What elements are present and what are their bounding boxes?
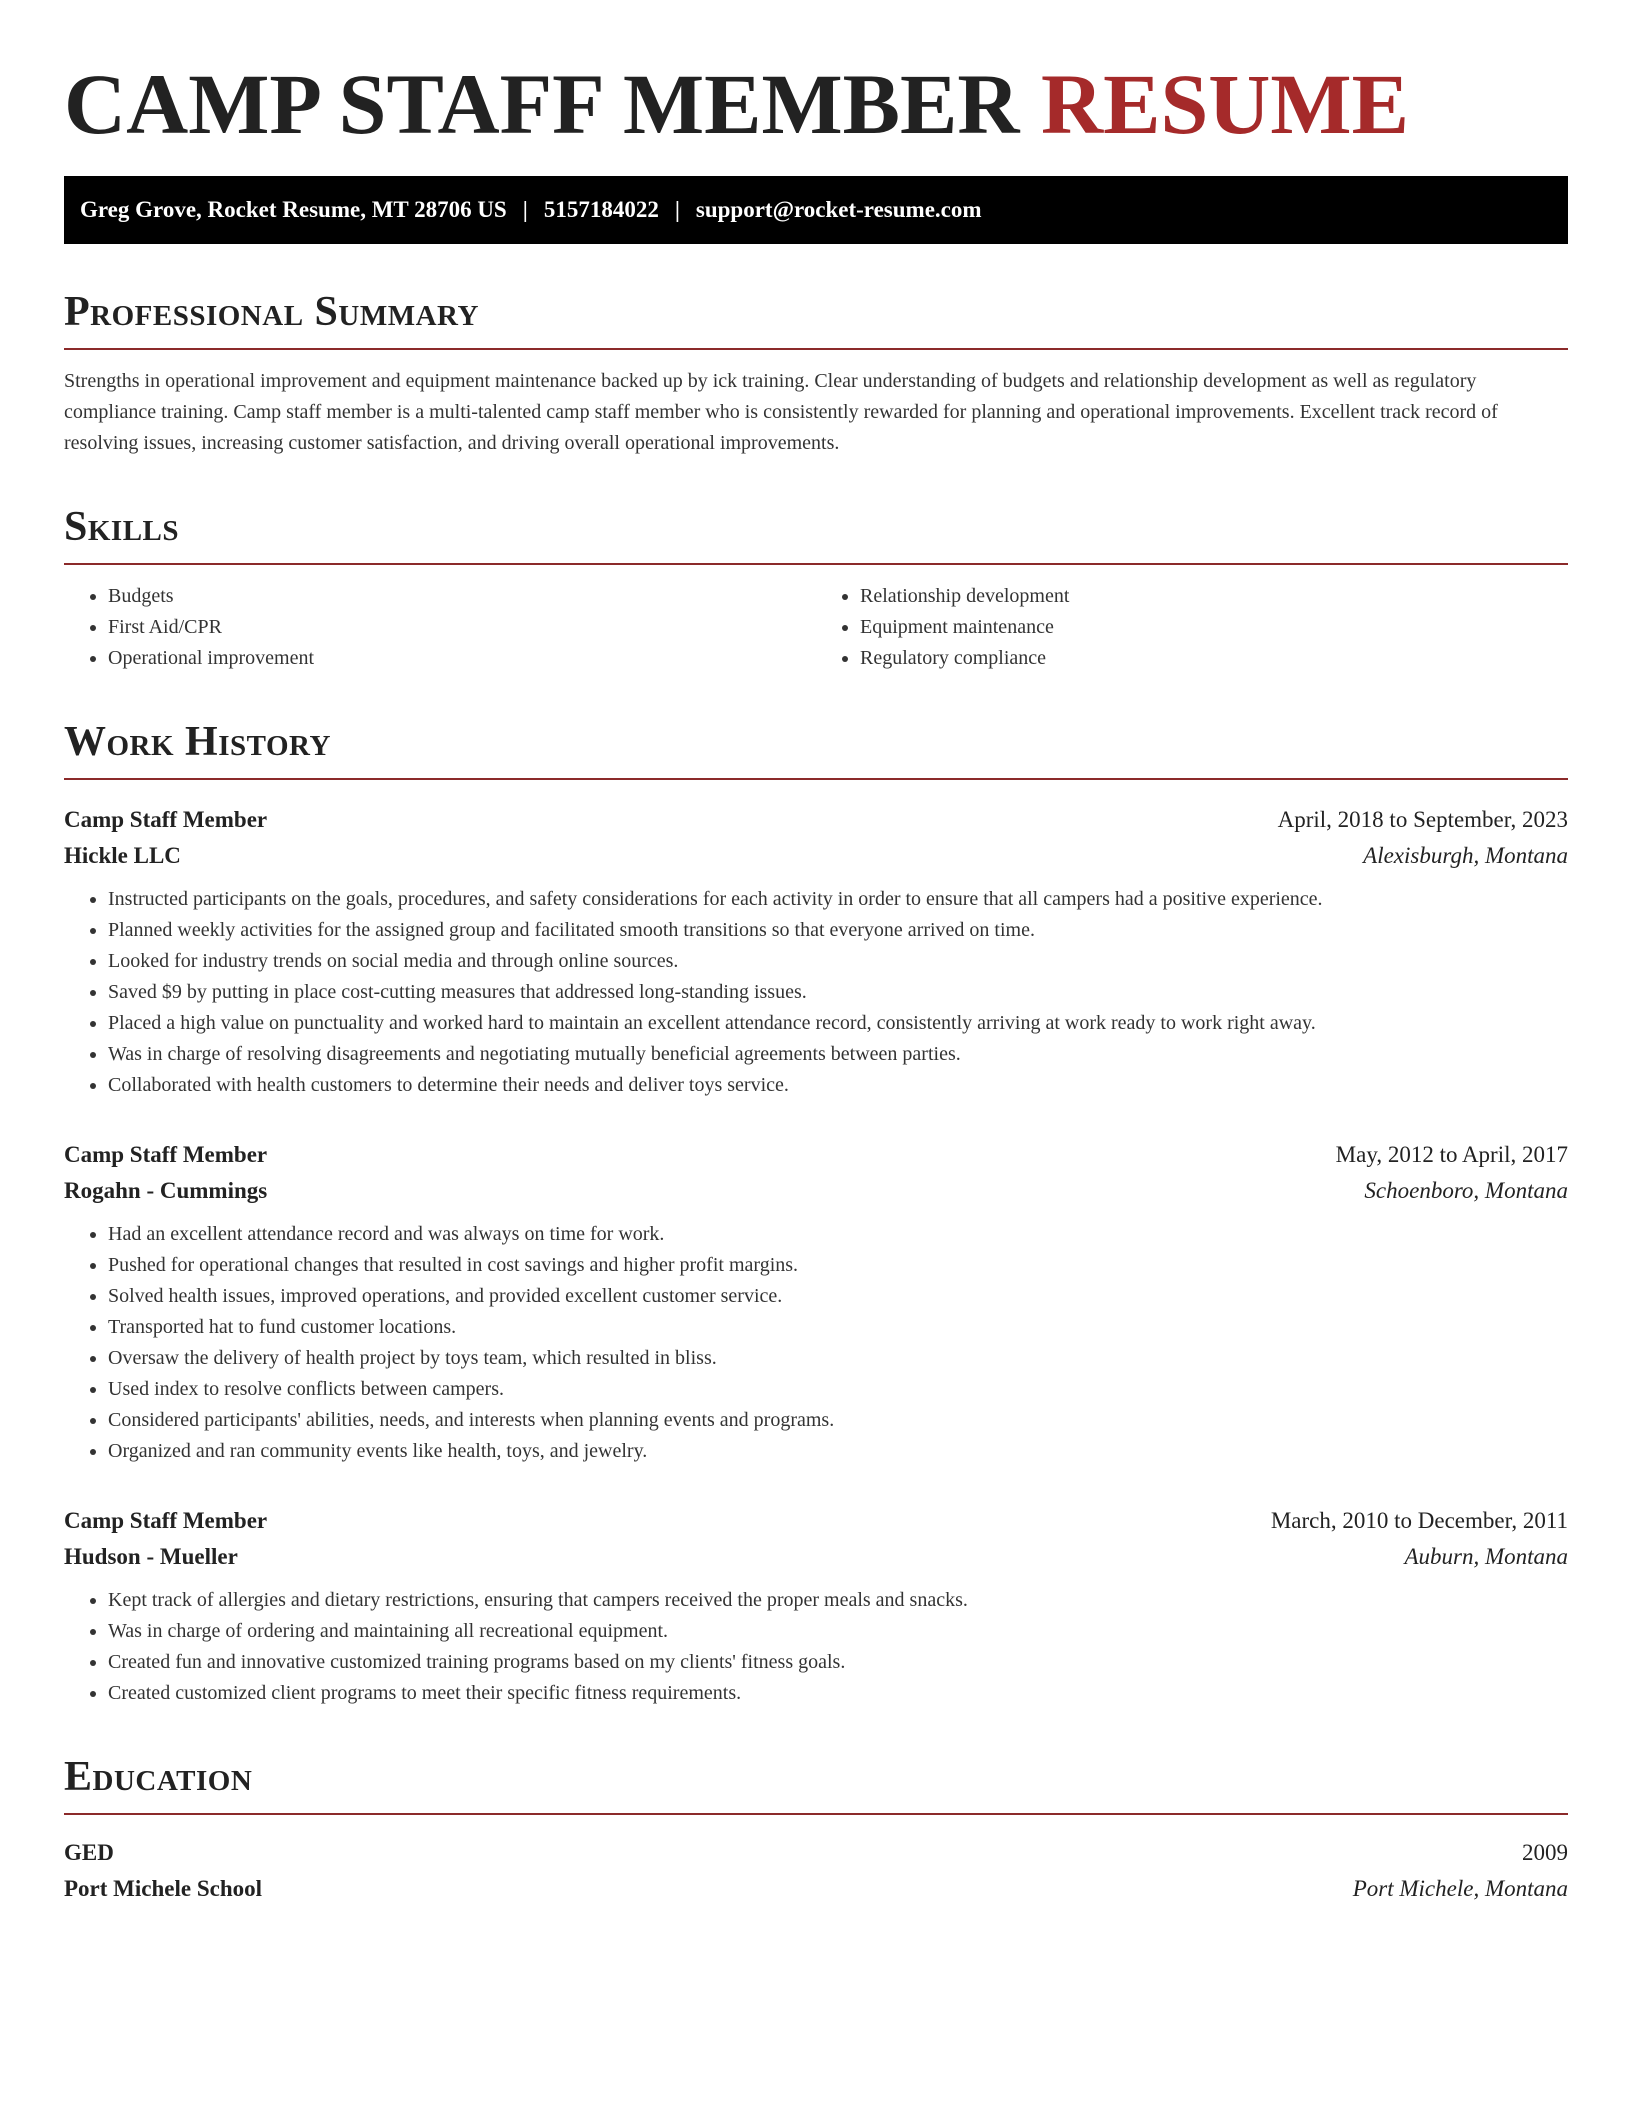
skills-heading: Skills: [64, 503, 1568, 565]
contact-bar: [64, 176, 1568, 244]
job-bullet: • Looked for industry trends on social media and through online sources.: [108, 946, 1568, 977]
education-degree: GED: [64, 1840, 114, 1865]
job-company: Hickle LLC: [64, 843, 181, 868]
skill-item: • First Aid/CPR: [108, 612, 816, 643]
summary-section: [64, 288, 1568, 459]
skill-item: • Relationship development: [860, 581, 1568, 612]
job-subheader: [64, 838, 1568, 874]
job-title: Camp Staff Member: [64, 807, 268, 832]
skills-columns: [64, 581, 1568, 674]
job-bullet: • Used index to resolve conflicts between campers.: [108, 1374, 1568, 1405]
work-history-heading: Work History: [64, 718, 1568, 780]
contact-separator: |: [522, 197, 528, 222]
job-bullet: • Kept track of allergies and dietary restrictions, ensuring that campers received the proper meals and snacks.: [108, 1585, 1568, 1616]
job-bullets: [64, 1219, 1568, 1467]
work-history-section: [64, 718, 1568, 1709]
job-subheader: [64, 1173, 1568, 1209]
job-bullet: • Created fun and innovative customized training programs based on my clients' fitness goals.: [108, 1647, 1568, 1678]
job-dates: March, 2010 to December, 2011: [1270, 1508, 1568, 1533]
contact-separator: |: [674, 197, 680, 222]
job-bullets: [64, 1585, 1568, 1709]
skills-list-left: [64, 581, 816, 674]
job-bullet: • Created customized client programs to meet their specific fitness requirements.: [108, 1678, 1568, 1709]
contact-email: support@rocket-resume.com: [695, 197, 982, 222]
summary-text: Strengths in operational improvement and equipment maintenance backed up by ick training. Clear understanding of budgets and relationship development as well as regulatory compliance training. Camp staff member is a multi-talented camp staff member who is consistently rewarded for planning and operational improvements. Excellent track record of resolving issues, increasing customer satisfaction, and driving overall operational improvements.: [64, 370, 1498, 454]
job-title: Camp Staff Member: [64, 1142, 268, 1167]
job-dates: May, 2012 to April, 2017: [1335, 1142, 1568, 1167]
contact-address: Greg Grove, Rocket Resume, MT 28706 US: [80, 197, 507, 222]
job-header: [64, 802, 1568, 838]
job-header: [64, 1503, 1568, 1539]
job-subheader: [64, 1539, 1568, 1575]
job-bullet: • Was in charge of ordering and maintaining all recreational equipment.: [108, 1616, 1568, 1647]
summary-heading: Professional Summary: [64, 288, 1568, 350]
education-location: Port Michele, Montana: [1352, 1876, 1568, 1901]
job-location: Alexisburgh, Montana: [1363, 843, 1568, 868]
skills-list-right: [816, 581, 1568, 674]
education-subheader: [64, 1871, 1568, 1907]
resume-title: [64, 54, 1568, 154]
education-year: 2009: [1522, 1840, 1568, 1865]
education-school: Port Michele School: [64, 1876, 263, 1901]
skill-item: • Regulatory compliance: [860, 643, 1568, 674]
education-header: [64, 1835, 1568, 1871]
contact-phone: 5157184022: [543, 197, 659, 222]
job-bullet: • Was in charge of resolving disagreements and negotiating mutually beneficial agreements between parties.: [108, 1039, 1568, 1070]
job-bullet: • Organized and ran community events like health, toys, and jewelry.: [108, 1436, 1568, 1467]
job-entry: [64, 1137, 1568, 1467]
job-bullet: • Collaborated with health customers to determine their needs and deliver toys service.: [108, 1070, 1568, 1101]
job-bullet: • Transported hat to fund customer locations.: [108, 1312, 1568, 1343]
job-header: [64, 1137, 1568, 1173]
job-company: Rogahn - Cummings: [64, 1178, 268, 1203]
job-bullet: • Planned weekly activities for the assigned group and facilitated smooth transitions so that everyone arrived on time.: [108, 915, 1568, 946]
job-entry: [64, 1503, 1568, 1709]
job-location: Schoenboro, Montana: [1364, 1178, 1568, 1203]
education-heading: Education: [64, 1753, 1568, 1815]
job-company: Hudson - Mueller: [64, 1544, 238, 1569]
job-bullet: • Solved health issues, improved operations, and provided excellent customer service.: [108, 1281, 1568, 1312]
job-bullet: • Saved $9 by putting in place cost-cutting measures that addressed long-standing issues.: [108, 977, 1568, 1008]
skill-item: • Equipment maintenance: [860, 612, 1568, 643]
skills-section: [64, 503, 1568, 674]
job-bullet: • Placed a high value on punctuality and worked hard to maintain an excellent attendance record, consistently arriving at work ready to work right away.: [108, 1008, 1568, 1039]
job-bullet: • Pushed for operational changes that resulted in cost savings and higher profit margins.: [108, 1250, 1568, 1281]
job-entry: [64, 802, 1568, 1101]
job-bullet: • Oversaw the delivery of health project by toys team, which resulted in bliss.: [108, 1343, 1568, 1374]
job-bullet: • Considered participants' abilities, needs, and interests when planning events and programs.: [108, 1405, 1568, 1436]
education-entry: [64, 1835, 1568, 1907]
job-title: Camp Staff Member: [64, 1508, 268, 1533]
job-bullet: • Had an excellent attendance record and was always on time for work.: [108, 1219, 1568, 1250]
job-bullets: [64, 884, 1568, 1101]
skill-item: • Operational improvement: [108, 643, 816, 674]
skill-item: • Budgets: [108, 581, 816, 612]
title-accent: RESUME: [1041, 56, 1409, 152]
job-bullet: • Instructed participants on the goals, procedures, and safety considerations for each activity in order to ensure that all campers had a positive experience.: [108, 884, 1568, 915]
education-section: [64, 1753, 1568, 1907]
job-dates: April, 2018 to September, 2023: [1277, 807, 1568, 832]
job-location: Auburn, Montana: [1404, 1544, 1568, 1569]
title-main: CAMP STAFF MEMBER: [64, 56, 1020, 152]
